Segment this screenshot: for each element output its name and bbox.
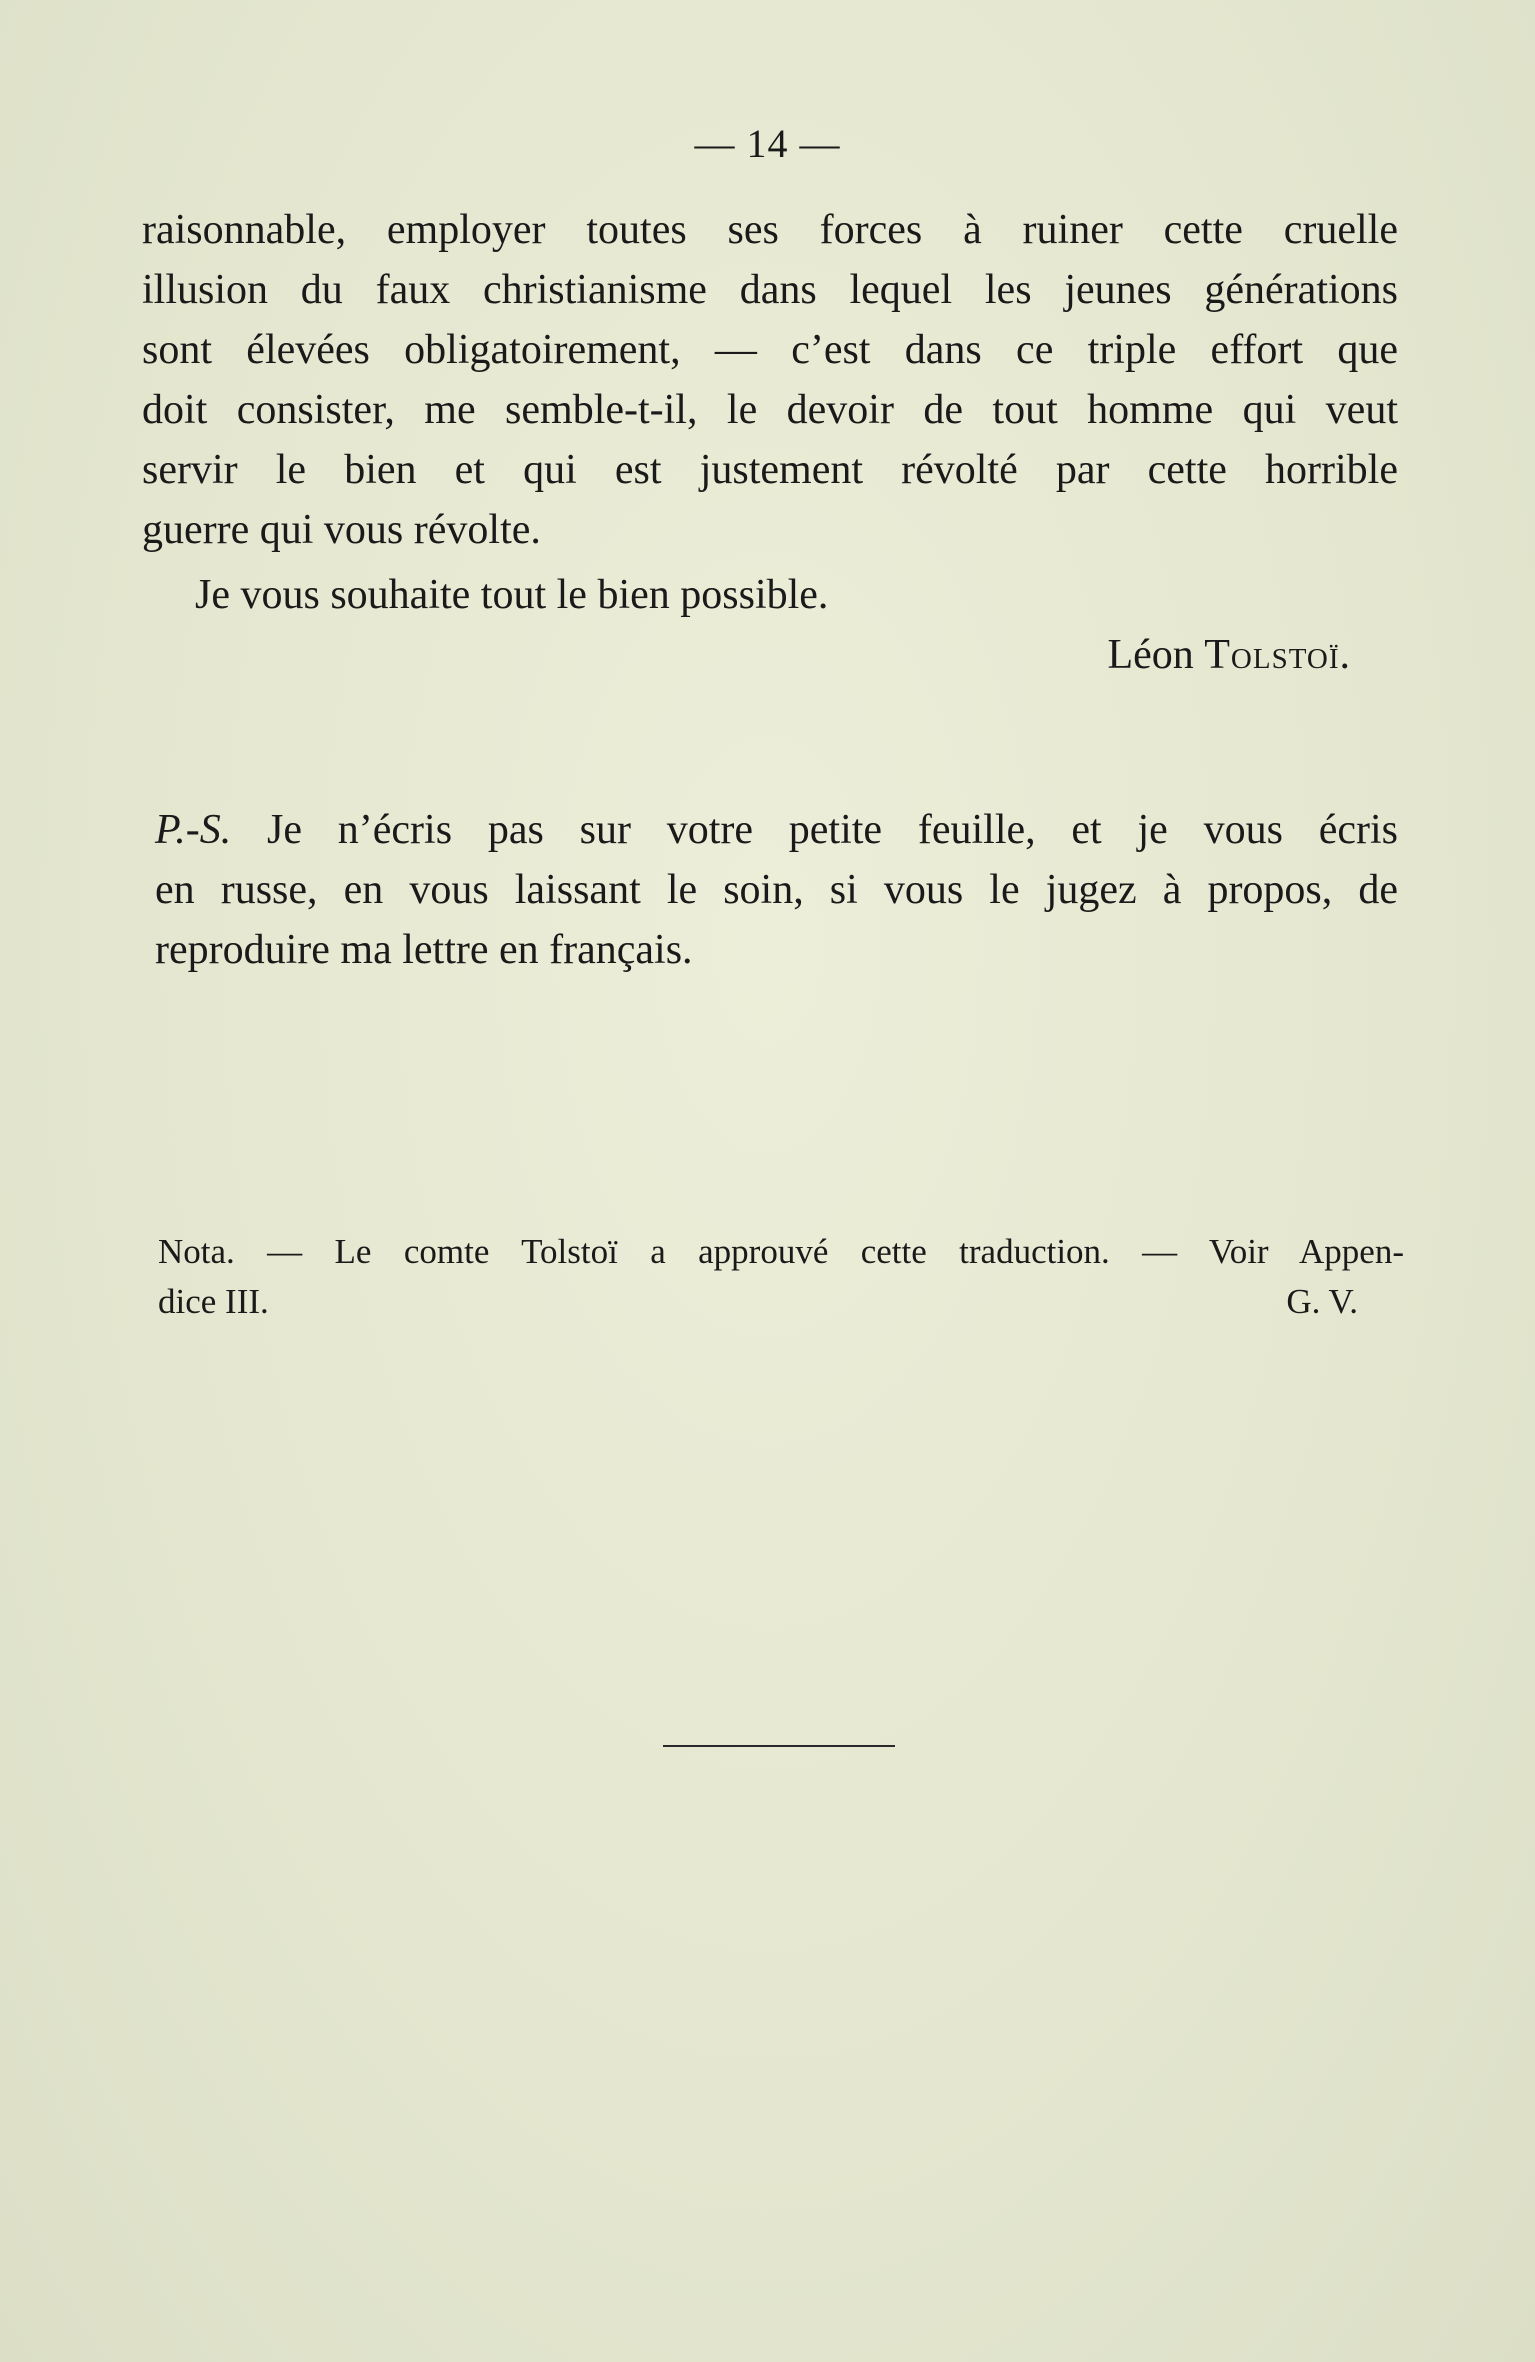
closing-line: Je vous souhaite tout le bien possible.: [195, 572, 829, 618]
note-line: Nota. — Le comte Tolstoï a approuvé cette traduction. — Voir Appen-: [158, 1232, 1404, 1271]
paragraph-line: raisonnable, employer toutes ses forces à ruiner cette cruelle: [142, 207, 1398, 253]
note-line: [158, 1277, 1404, 1327]
postscript-text: Je n’écris pas sur votre petite feuille, et je vous écris: [267, 807, 1398, 853]
postscript-paragraph: [155, 800, 1398, 980]
note-continuation: dice III.: [158, 1282, 269, 1321]
paragraph-line: en russe, en vous laissant le soin, si vous le jugez à propos, de: [155, 867, 1398, 913]
note-initials: G. V.: [1286, 1282, 1358, 1321]
main-paragraph: [142, 200, 1398, 560]
postscript-label: P.-S.: [155, 807, 232, 853]
paragraph-line: doit consister, me semble-t-il, le devoir de tout homme qui veut: [142, 387, 1398, 433]
section-divider: [663, 1745, 895, 1747]
paragraph-line: illusion du faux christianisme dans lequel les jeunes générations: [142, 267, 1398, 313]
paragraph-line: guerre qui vous révolte.: [142, 507, 541, 553]
paragraph-line: [155, 800, 1398, 860]
page-number: — 14 —: [694, 121, 841, 166]
paragraph-line: servir le bien et qui est justement révolté par cette horrible: [142, 447, 1398, 493]
signature-last-name: Tolstoï.: [1204, 632, 1351, 678]
editor-note: [158, 1227, 1404, 1327]
paragraph-line: reproduire ma lettre en français.: [155, 927, 693, 973]
paragraph-line: sont élevées obligatoirement, — c’est dans ce triple effort que: [142, 327, 1398, 373]
signature-first-name: Léon: [1107, 632, 1194, 678]
signature: [1107, 625, 1351, 685]
